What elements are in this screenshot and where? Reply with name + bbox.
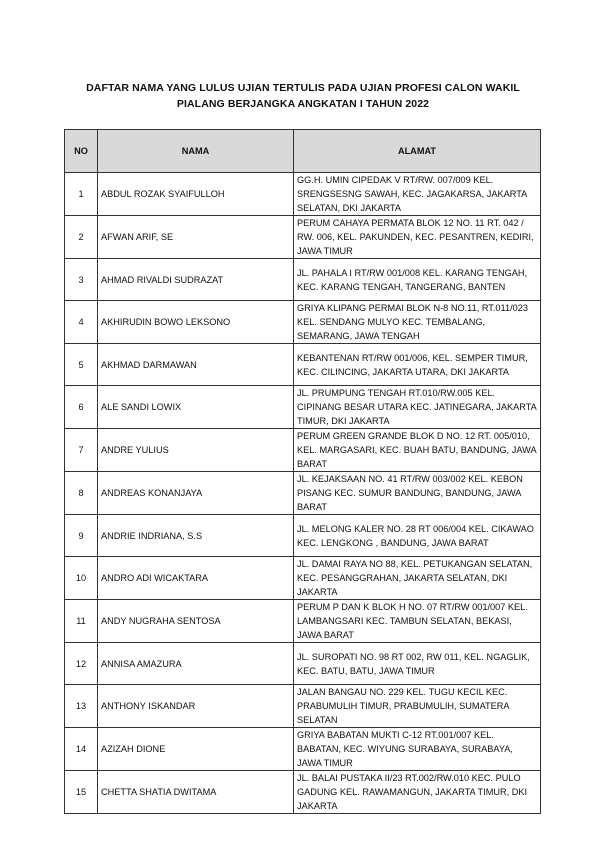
cell-alamat: PERUM CAHAYA PERMATA BLOK 12 NO. 11 RT. 042 / RW. 006, KEL. PAKUNDEN, KEC. PESANTREN, KEDIRI, JAWA TIMUR	[294, 216, 541, 259]
cell-no: 1	[65, 173, 98, 216]
table-row	[65, 173, 541, 216]
cell-alamat: PERUM P DAN K BLOK H NO. 07 RT/RW 001/007 KEL. LAMBANGSARI KEC. TAMBUN SELATAN, BEKASI, JAWA BARAT	[294, 600, 541, 643]
cell-alamat: GRIYA BABATAN MUKTI C-12 RT.001/007 KEL. BABATAN, KEC. WIYUNG SURABAYA, SURABAYA, JAWA TIMUR	[294, 728, 541, 771]
cell-nama: ALE SANDI LOWIX	[98, 386, 294, 429]
cell-nama: AKHMAD DARMAWAN	[98, 344, 294, 386]
table-row	[65, 728, 541, 771]
header-nama: NAMA	[98, 130, 294, 173]
cell-no: 4	[65, 301, 98, 344]
table-row	[65, 301, 541, 344]
cell-alamat: PERUM GREEN GRANDE BLOK D NO. 12 RT. 005/010, KEL. MARGASARI, KEC. BUAH BATU, BANDUNG, JAWA BARAT	[294, 429, 541, 472]
cell-alamat: JL. DAMAI RAYA NO 88, KEL. PETUKANGAN SELATAN, KEC. PESANGGRAHAN, JAKARTA SELATAN, DKI JAKARTA	[294, 557, 541, 600]
cell-no: 13	[65, 685, 98, 728]
cell-nama: ANDY NUGRAHA SENTOSA	[98, 600, 294, 643]
cell-nama: CHETTA SHATIA DWITAMA	[98, 771, 294, 814]
table-row	[65, 472, 541, 515]
table-row	[65, 429, 541, 472]
cell-nama: AHMAD RIVALDI SUDRAZAT	[98, 259, 294, 301]
cell-no: 8	[65, 472, 98, 515]
cell-alamat: JALAN BANGAU NO. 229 KEL. TUGU KECIL KEC. PRABUMULIH TIMUR, PRABUMULIH, SUMATERA SELATAN	[294, 685, 541, 728]
cell-no: 15	[65, 771, 98, 814]
table-row	[65, 557, 541, 600]
cell-alamat: JL. BALAI PUSTAKA II/23 RT.002/RW.010 KEC. PULO GADUNG KEL. RAWAMANGUN, JAKARTA TIMUR, DKI JAKARTA	[294, 771, 541, 814]
cell-nama: AFWAN ARIF, SE	[98, 216, 294, 259]
cell-nama: ANNISA AMAZURA	[98, 643, 294, 685]
cell-nama: ANDRE YULIUS	[98, 429, 294, 472]
cell-no: 7	[65, 429, 98, 472]
header-alamat: ALAMAT	[294, 130, 541, 173]
document-title	[40, 80, 566, 112]
table-row	[65, 216, 541, 259]
cell-no: 12	[65, 643, 98, 685]
cell-alamat: GRIYA KLIPANG PERMAI BLOK N-8 NO.11, RT.011/023 KEL. SENDANG MULYO KEC. TEMBALANG, SEMARANG, JAWA TENGAH	[294, 301, 541, 344]
cell-no: 9	[65, 515, 98, 557]
cell-nama: AZIZAH DIONE	[98, 728, 294, 771]
cell-no: 14	[65, 728, 98, 771]
cell-nama: ABDUL ROZAK SYAIFULLOH	[98, 173, 294, 216]
cell-nama: ANDRIE INDRIANA, S.S	[98, 515, 294, 557]
header-no: NO	[65, 130, 98, 173]
table-row	[65, 344, 541, 386]
cell-alamat: KEBANTENAN RT/RW 001/006, KEL. SEMPER TIMUR, KEC. CILINCING, JAKARTA UTARA, DKI JAKARTA	[294, 344, 541, 386]
cell-no: 10	[65, 557, 98, 600]
cell-nama: ANDREAS KONANJAYA	[98, 472, 294, 515]
table-row	[65, 600, 541, 643]
cell-no: 11	[65, 600, 98, 643]
table-row	[65, 259, 541, 301]
cell-alamat: JL. PRUMPUNG TENGAH RT.010/RW.005 KEL. CIPINANG BESAR UTARA KEC. JATINEGARA, JAKARTA TIMUR, DKI JAKARTA	[294, 386, 541, 429]
table-header-row	[65, 130, 541, 173]
cell-no: 2	[65, 216, 98, 259]
title-line-1: DAFTAR NAMA YANG LULUS UJIAN TERTULIS PADA UJIAN PROFESI CALON WAKIL	[86, 82, 520, 94]
table-row	[65, 685, 541, 728]
title-line-2: PIALANG BERJANGKA ANGKATAN I TAHUN 2022	[176, 98, 430, 110]
cell-no: 5	[65, 344, 98, 386]
cell-nama: AKHIRUDIN BOWO LEKSONO	[98, 301, 294, 344]
table-row	[65, 515, 541, 557]
cell-no: 3	[65, 259, 98, 301]
cell-alamat: JL. PAHALA I RT/RW 001/008 KEL. KARANG TENGAH, KEC. KARANG TENGAH, TANGERANG, BANTEN	[294, 259, 541, 301]
participants-table	[64, 129, 541, 814]
cell-alamat: JL. KEJAKSAAN NO. 41 RT/RW 003/002 KEL. KEBON PISANG KEC. SUMUR BANDUNG, BANDUNG, JAWA BARAT	[294, 472, 541, 515]
cell-no: 6	[65, 386, 98, 429]
cell-alamat: JL. SUROPATI NO. 98 RT 002, RW 011, KEL. NGAGLIK, KEC. BATU, BATU, JAWA TIMUR	[294, 643, 541, 685]
cell-nama: ANDRO ADI WICAKTARA	[98, 557, 294, 600]
table-row	[65, 771, 541, 814]
table-row	[65, 643, 541, 685]
cell-alamat: JL. MELONG KALER NO. 28 RT 006/004 KEL. CIKAWAO KEC. LENGKONG , BANDUNG, JAWA BARAT	[294, 515, 541, 557]
cell-alamat: GG.H. UMIN CIPEDAK V RT/RW. 007/009 KEL. SRENGSESNG SAWAH, KEC. JAGAKARSA, JAKARTA SELATAN, DKI JAKARTA	[294, 173, 541, 216]
cell-nama: ANTHONY ISKANDAR	[98, 685, 294, 728]
table-row	[65, 386, 541, 429]
